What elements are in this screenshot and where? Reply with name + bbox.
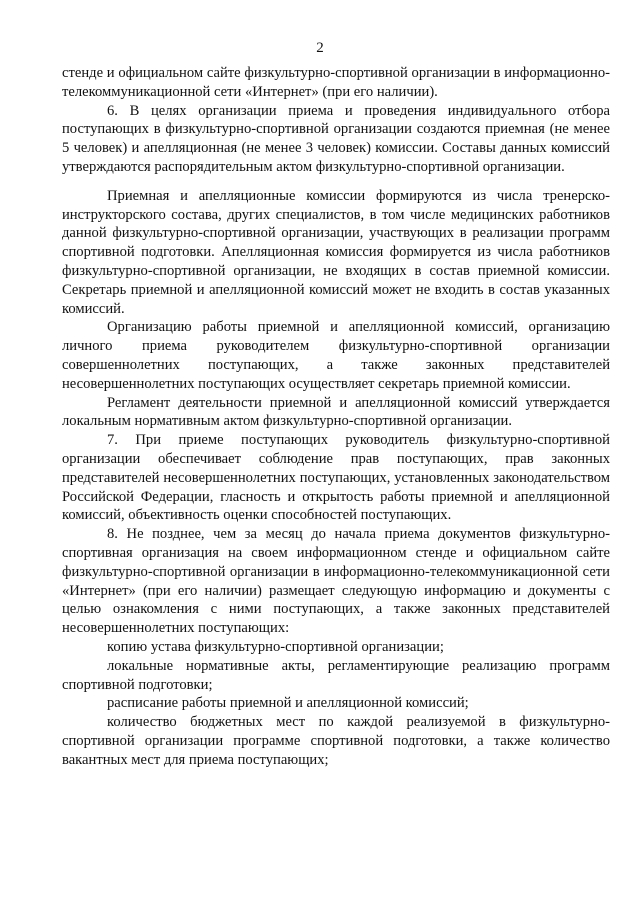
paragraph-regulations: Регламент деятельности приемной и апелляционной комиссий утверждается локальным нормативным актом физкультурно-спортивной организации. bbox=[62, 394, 610, 430]
paragraph-secretary-duties: Организацию работы приемной и апелляционной комиссий, организацию личного приема руководителем физкультурно-спортивной организации совершеннолетних поступающих, а также законных представителей несовершеннолетних поступающих осуществляет секретарь приемной комиссии. bbox=[62, 319, 610, 392]
list-item-local-acts: локальные нормативные акты, регламентирующие реализацию программ спортивной подготовки; bbox=[62, 657, 610, 693]
list-item-charter-copy: копию устава физкультурно-спортивной организации; bbox=[107, 638, 444, 655]
paragraph-continuation: стенде и официальном сайте физкультурно-спортивной организации в информационно-телекоммуникационной сети «Интернет» (при его наличии). bbox=[62, 65, 610, 100]
paragraph-commissions-composition: Приемная и апелляционные комиссии формируются из числа тренерско-инструкторского состава, других специалистов, в том числе медицинских работников данной физкультурно-спортивной организации, участвующих в реализации программ спортивной подготовки. Апелляционная комиссия формируется из числа работников физкультурно-спортивной организации, не входящих в состав приемной комиссии. Секретарь приемной и апелляционной комиссий может не входить в состав указанных комиссий. bbox=[62, 187, 610, 317]
page-number: 2 bbox=[316, 40, 324, 56]
list-item-budget-places: количество бюджетных мест по каждой реализуемой в физкультурно-спортивной организации программе спортивной подготовки, а также количество вакантных мест для приема поступающих; bbox=[62, 714, 610, 768]
list-item-schedule: расписание работы приемной и апелляционной комиссий; bbox=[107, 695, 469, 712]
paragraph-item-8: 8. Не позднее, чем за месяц до начала приема документов физкультурно-спортивная организация на своем информационном стенде и официальном сайте физкультурно-спортивной организации в информационно-телекоммуникационной сети «Интернет» (при его наличии) размещает следующую информацию и документы с целью ознакомления с ними поступающих, а также законных представителей несовершеннолетних поступающих: bbox=[62, 526, 610, 637]
document-body bbox=[62, 64, 610, 769]
paragraph-item-7: 7. При приеме поступающих руководитель физкультурно-спортивной организации обеспечивает соблюдение прав поступающих, прав законных представителей несовершеннолетних поступающих, установленных законодательством Российской Федерации, гласность и открытость работы приемной и апелляционной комиссий, объективность оценки способностей поступающих. bbox=[62, 432, 610, 524]
paragraph-item-6: 6. В целях организации приема и проведения индивидуального отбора поступающих в физкультурно-спортивной организации создаются приемная (не менее 5 человек) и апелляционная (не менее 3 человек) комиссии. Составы данных комиссий утверждаются распорядительным актом физкультурно-спортивной организации. bbox=[62, 102, 610, 175]
